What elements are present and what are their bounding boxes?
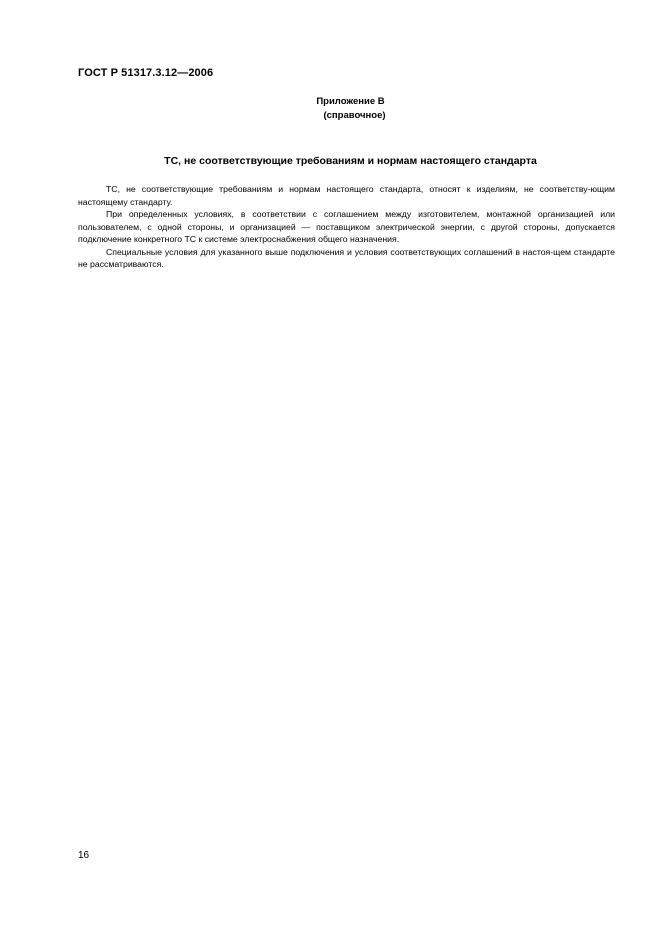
page-number: 16 <box>78 850 90 861</box>
section-title: ТС, не соответствующие требованиям и нормам настоящего стандарта <box>164 155 537 167</box>
appendix-heading <box>0 95 661 123</box>
standard-code: ГОСТ Р 51317.3.12—2006 <box>78 67 214 79</box>
paragraph: Специальные условия для указанного выше подключения и условия соответствующих соглашений в настоя-щем стандарте не рассматриваются. <box>78 246 615 269</box>
appendix-type: (справочное) <box>323 110 386 121</box>
appendix-title: Приложение В <box>316 96 385 107</box>
paragraph: При определенных условиях, в соответствии с соглашением между изготовителем, монтажной организацией или пользователем, с одной стороны, и организацией — поставщиком электрической энергии, с другой стороны, допускается подключение конкретного ТС к системе электроснабжения общего назначения. <box>78 209 615 244</box>
body-text <box>78 183 615 271</box>
paragraph: ТС, не соответствующие требованиям и нормам настоящего стандарта, относят к изделиям, не соответству-ющим настоящему стандарту. <box>78 184 615 207</box>
